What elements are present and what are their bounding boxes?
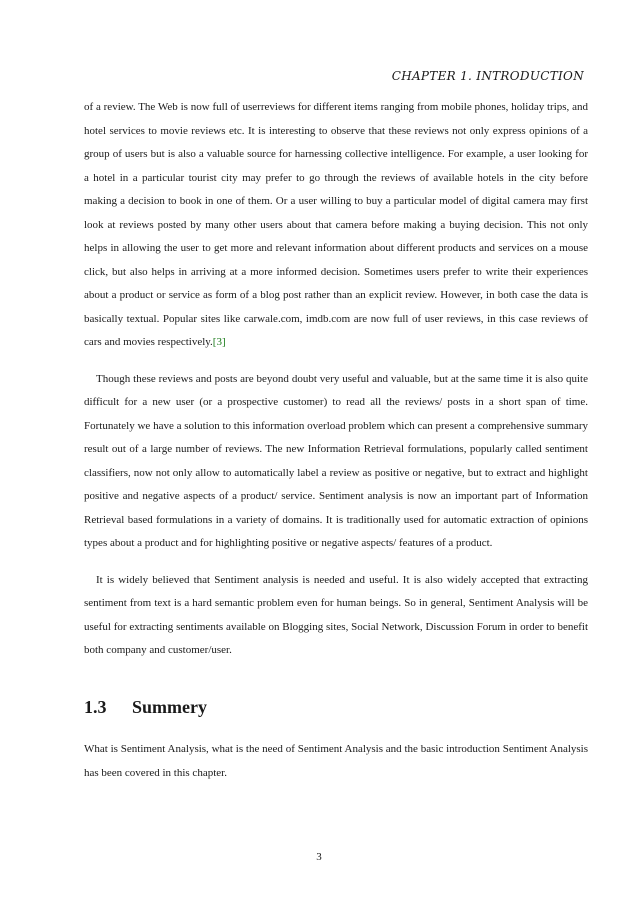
paragraph-3: It is widely believed that Sentiment analysis is needed and useful. It is also widely accepted that extracting sentiment from text is a hard semantic problem even for human beings. So in general, Sentiment Analysis will be useful for extracting sentiments available on Blogging sites, Social Network, Discussion Forum in order to benefit both company and customer/user.	[84, 573, 588, 656]
section-title: Summery	[132, 697, 207, 717]
section-heading	[84, 697, 207, 718]
citation-link[interactable]: [3]	[212, 336, 226, 348]
paragraph-2: Though these reviews and posts are beyond doubt very useful and valuable, but at the same time it is also quite difficult for a new user (or a prospective customer) to read all the reviews/ posts in a short span of time. Fortunately we have a solution to this information overload problem which can present a comprehensive summary result out of a large number of reviews. The new Information Retrieval formulations, popularly called sentiment classifiers, now not only allow to automatically label a review as positive or negative, but to extract and highlight positive and negative aspects of a product/ service. Sentiment analysis is now an important part of Information Retrieval based formulations in a variety of domains. It is traditionally used for automatic extraction of opinions types about a product and for highlighting positive or negative aspects/ features of a product.	[84, 372, 588, 549]
summary-paragraph: What is Sentiment Analysis, what is the need of Sentiment Analysis and the basic introduction Sentiment Analysis has been covered in this chapter.	[84, 743, 588, 779]
body-text	[84, 96, 588, 663]
running-head: CHAPTER 1. INTRODUCTION	[391, 69, 584, 83]
summary-text	[84, 738, 588, 785]
paragraph-1-text: of a review. The Web is now full of userreviews for different items ranging from mobile phones, holiday trips, and hotel services to movie reviews etc. It is interesting to observe that these reviews not only express opinions of a group of users but is also a valuable source for harnessing collective intelligence. For example, a user looking for a hotel in a particular tourist city may prefer to go through the reviews of available hotels in the city before making a decision to book in one of them. Or a user willing to buy a particular model of digital camera may first look at reviews posted by many other users about that camera before making a buying decision. This not only helps in allowing the user to get more and relevant information about different products and services on a mouse click, but also helps in arriving at a more informed decision. Sometimes users prefer to write their experiences about a product or service as form of a blog post rather than an explicit review. However, in both case the data is basically textual. Popular sites like carwale.com, imdb.com are now full of user reviews, in this case reviews of cars and movies respectively.	[84, 101, 588, 348]
page-number: 3	[316, 851, 322, 863]
paragraph-1	[84, 96, 588, 355]
section-number: 1.3	[84, 697, 107, 717]
